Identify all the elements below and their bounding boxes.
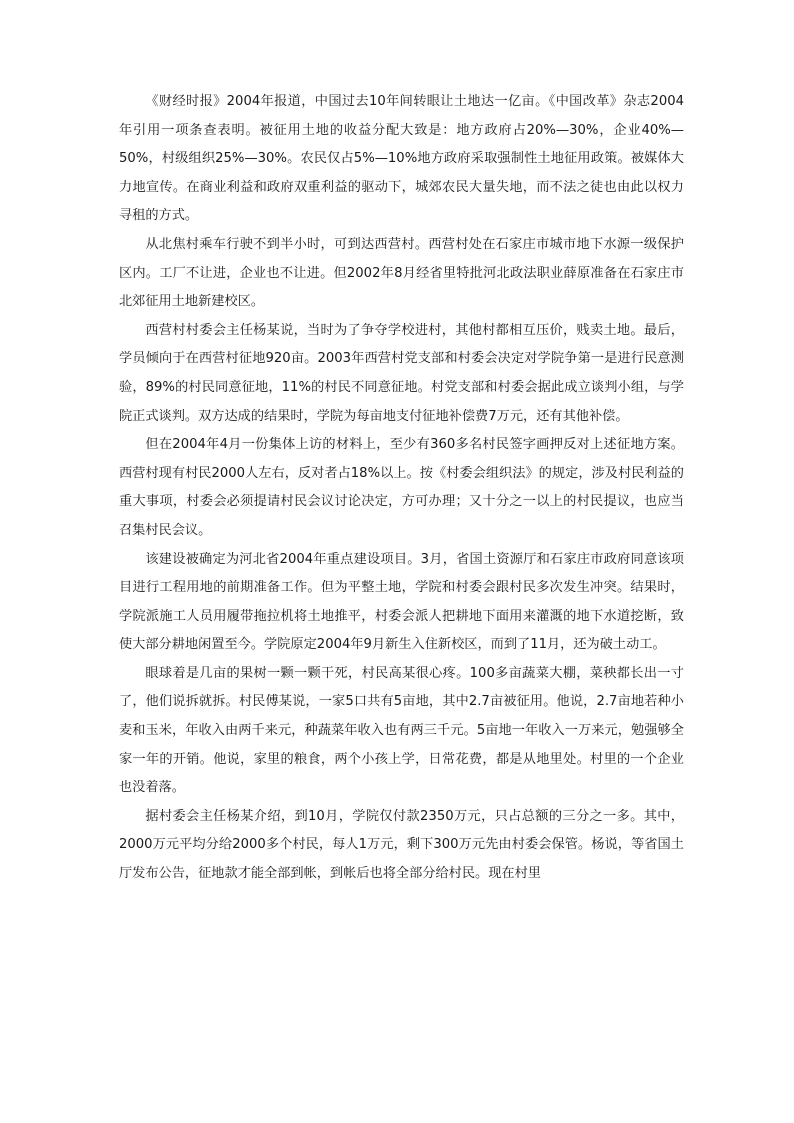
article-body (119, 88, 684, 889)
paragraph-6: 眼球着是几亩的果树一颗一颗干死，村民高某很心疼。100多亩蔬菜大棚，菜秧都长出一寸了，他们说拆就拆。村民傅某说，一家5口共有5亩地，其中2.7亩被征用。他说，2.7亩地若种小麦和玉米，年收入由两千来元，种蔬菜年收入也有两三千元。5亩地一年收入一万来元，勉强够全家一年的开销。他说，家里的粮食，两个小孩上学，日常花费，都是从地里处。村里的一个企业也没着落。 (119, 665, 684, 796)
paragraph-1: 《财经时报》2004年报道，中国过去10年间转眼让土地达一亿亩。《中国改革》杂志2004年引用一项条查表明。被征用土地的收益分配大致是：地方政府占20%—30%，企业40%—50%，村级组织25%—30%。农民仅占5%—10%地方政府采取强制性土地征用政策。被媒体大力地宣传。在商业利益和政府双重利益的驱动下，城郊农民大量失地，而不法之徒也由此以权力寻租的方式。 (119, 94, 684, 224)
paragraph-4: 但在2004年4月一份集体上访的材料上，至少有360多名村民签字画押反对上述征地方案。西营村现有村民2000人左右，反对者占18%以上。按《村委会组织法》的规定，涉及村民利益的重大事项，村委会必须提请村民会议讨论决定，方可办理；又十分之一以上的村民提议，也应当召集村民会议。 (119, 437, 684, 538)
paragraph-7: 据村委会主任杨某介绍，到10月，学院仅付款2350万元，只占总额的三分之一多。其中，2000万元平均分给2000多个村民，每人1万元，剩下300万元先由村委会保管。杨说，等省国土厅发布公告，征地款才能全部到帐，到帐后也将全部分给村民。现在村里 (119, 808, 684, 882)
paragraph-5: 该建设被确定为河北省2004年重点建设项目。3月，省国土资源厅和石家庄市政府同意该项目进行工程用地的前期准备工作。但为平整土地，学院和村委会跟村民多次发生冲突。结果时，学院派施工人员用履带拖拉机将土地推平，村委会派人把耕地下面用来灌溉的地下水道挖断，致使大部分耕地闲置至今。学院原定2004年9月新生入住新校区，而到了11月，还为破土动工。 (119, 551, 684, 653)
paragraph-3: 西营村村委会主任杨某说，当时为了争夺学校进村，其他村都相互压价，贱卖土地。最后，学员倾向于在西营村征地920亩。2003年西营村党支部和村委会决定对学院争第一是进行民意测验，89%的村民同意征地，11%的村民不同意征地。村党支部和村委会据此成立谈判小组，与学院正式谈判。双方达成的结果时，学院为每亩地支付征地补偿费7万元，还有其他补偿。 (119, 322, 684, 424)
paragraph-2: 从北焦村乘车行驶不到半小时，可到达西营村。西营村处在石家庄市城市地下水源一级保护区内。工厂不让进，企业也不让进。但2002年8月经省里特批河北政法职业薛原准备在石家庄市北郊征用土地新建校区。 (119, 236, 684, 310)
